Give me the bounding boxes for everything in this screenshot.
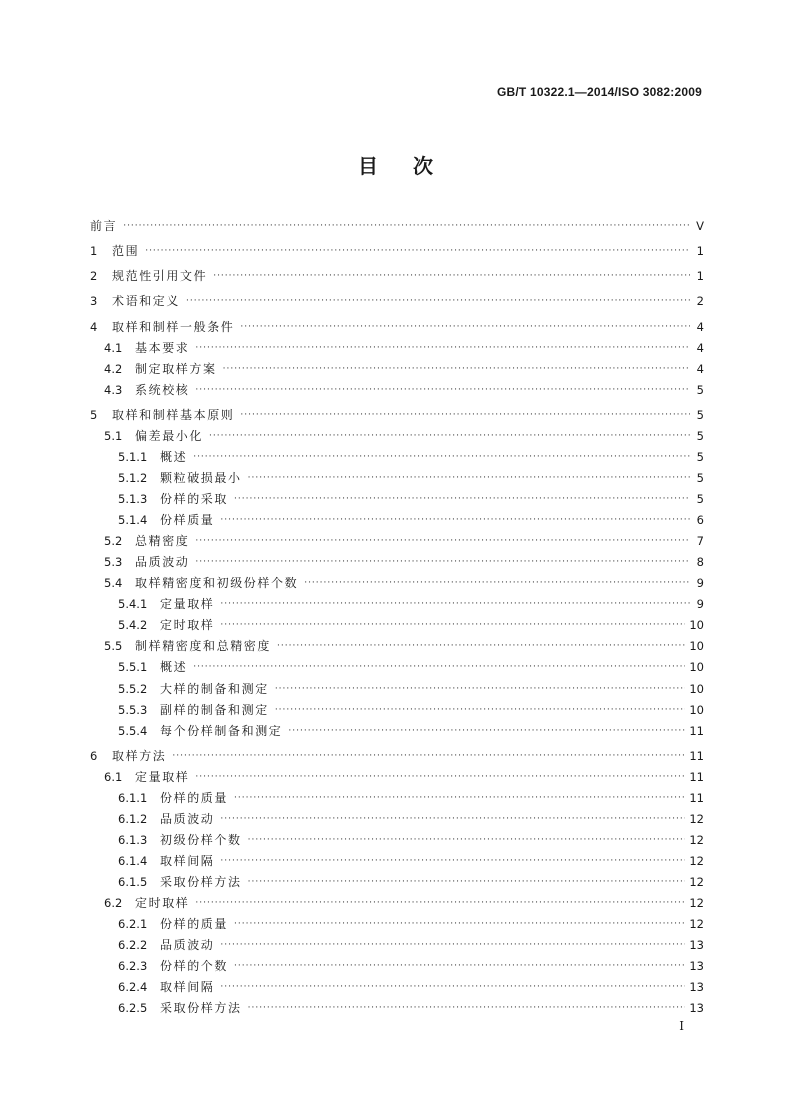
toc-entry-number: 6.1.1 — [118, 790, 148, 805]
toc-entry-title: 采取份样方法 — [160, 875, 242, 890]
toc-entry[interactable] — [90, 636, 704, 657]
toc-entry-title: 系统校核 — [135, 382, 190, 397]
toc-dot-leader — [288, 721, 685, 742]
toc-entry-page: 8 — [696, 555, 704, 570]
toc-entry-title: 品质波动 — [160, 938, 215, 953]
toc-entry-page: 2 — [696, 294, 704, 309]
toc-entry[interactable] — [90, 241, 704, 262]
toc-entry-title: 偏差最小化 — [135, 428, 204, 443]
toc-entry-number: 5.1.1 — [118, 449, 148, 464]
toc-entry-title: 每个份样制备和测定 — [160, 723, 283, 738]
toc-entry-page: 10 — [689, 618, 704, 633]
toc-entry-number: 5.5.1 — [118, 660, 148, 675]
toc-dot-leader — [220, 615, 685, 636]
toc-dot-leader — [240, 405, 690, 426]
toc-dot-leader — [195, 767, 685, 788]
toc-entry[interactable] — [90, 998, 704, 1019]
toc-entry-number: 6.2.2 — [118, 938, 148, 953]
toc-entry[interactable] — [90, 594, 704, 615]
toc-entry-number: 4 — [90, 319, 98, 334]
toc-dot-leader — [234, 956, 685, 977]
toc-entry-page: 12 — [689, 875, 704, 890]
toc-entry-page: 1 — [696, 244, 704, 259]
toc-entry-number: 6.2.3 — [118, 959, 148, 974]
toc-entry-number: 1 — [90, 244, 98, 259]
toc-entry-number: 6 — [90, 748, 98, 763]
toc-entry[interactable] — [90, 510, 704, 531]
toc-entry-page: 5 — [696, 407, 704, 422]
toc-entry-number: 5.1 — [104, 428, 123, 443]
toc-entry-number: 5.4.2 — [118, 618, 148, 633]
toc-entry-number: 5.5.4 — [118, 723, 148, 738]
toc-dot-leader — [172, 746, 685, 767]
toc-entry-title: 份样的质量 — [160, 790, 229, 805]
toc-entry-number: 4.2 — [104, 361, 123, 376]
toc-entry-title: 取样和制样基本原则 — [112, 407, 235, 422]
toc-dot-leader — [234, 788, 685, 809]
toc-entry-number: 6.1.3 — [118, 832, 148, 847]
toc-dot-leader — [304, 573, 690, 594]
toc-entry-page: 13 — [689, 980, 704, 995]
toc-dot-leader — [213, 266, 690, 287]
toc-dot-leader — [195, 380, 690, 401]
toc-entry[interactable] — [90, 977, 704, 998]
toc-dot-leader — [220, 510, 690, 531]
toc-entry-number: 5.3 — [104, 555, 123, 570]
toc-entry-page: 11 — [689, 769, 704, 784]
toc-entry[interactable] — [90, 956, 704, 977]
toc-entry[interactable] — [90, 721, 704, 742]
toc-dot-leader — [193, 657, 685, 678]
toc-entry[interactable] — [90, 338, 704, 359]
toc-entry-page: V — [696, 219, 704, 234]
toc-entry-title: 规范性引用文件 — [112, 269, 208, 284]
toc-entry-title: 副样的制备和测定 — [160, 702, 269, 717]
toc-entry-title: 总精密度 — [135, 534, 190, 549]
toc-entry-number: 5.5.3 — [118, 702, 148, 717]
toc-entry-page: 11 — [689, 748, 704, 763]
toc-entry-page: 12 — [689, 811, 704, 826]
toc-entry-page: 10 — [689, 702, 704, 717]
toc-entry-title: 品质波动 — [160, 811, 215, 826]
toc-entry[interactable] — [90, 216, 704, 237]
toc-entry-number: 5 — [90, 407, 98, 422]
toc-entry[interactable] — [90, 914, 704, 935]
toc-entry-title: 取样间隔 — [160, 853, 215, 868]
toc-entry[interactable] — [90, 359, 704, 380]
toc-entry-number: 6.1.4 — [118, 853, 148, 868]
toc-dot-leader — [123, 216, 690, 237]
toc-entry-page: 9 — [696, 597, 704, 612]
toc-dot-leader — [209, 426, 690, 447]
toc-entry[interactable] — [90, 291, 704, 312]
toc-dot-leader — [220, 977, 685, 998]
toc-entry-title: 份样质量 — [160, 513, 215, 528]
toc-entry-title: 定时取样 — [135, 896, 190, 911]
toc-entry-title: 取样精密度和初级份样个数 — [135, 576, 299, 591]
toc-entry-page: 7 — [696, 534, 704, 549]
toc-entry-number: 5.5 — [104, 639, 123, 654]
toc-entry-title: 制定取样方案 — [135, 361, 217, 376]
toc-entry[interactable] — [90, 767, 704, 788]
toc-entry-title: 取样和制样一般条件 — [112, 319, 235, 334]
toc-entry-number: 5.1.3 — [118, 492, 148, 507]
toc-entry-page: 1 — [696, 269, 704, 284]
toc-entry-title: 份样的质量 — [160, 917, 229, 932]
toc-entry-title: 定量取样 — [160, 597, 215, 612]
toc-entry[interactable] — [90, 700, 704, 721]
toc-entry[interactable] — [90, 552, 704, 573]
toc-entry-title: 制样精密度和总精密度 — [135, 639, 272, 654]
toc-entry-title: 颗粒破损最小 — [160, 471, 242, 486]
toc-entry-number: 5.1.2 — [118, 471, 148, 486]
toc-entry-page: 5 — [696, 449, 704, 464]
toc-entry[interactable] — [90, 405, 704, 426]
toc-entry-page: 12 — [689, 832, 704, 847]
toc-entry-number: 6.1.2 — [118, 811, 148, 826]
toc-entry-page: 13 — [689, 959, 704, 974]
toc-dot-leader — [220, 935, 685, 956]
standard-code: GB/T 10322.1—2014/ISO 3082:2009 — [497, 85, 702, 99]
toc-entry[interactable] — [90, 746, 704, 767]
title-char-1: 目 — [358, 154, 379, 178]
toc-entry[interactable] — [90, 317, 704, 338]
toc-entry[interactable] — [90, 788, 704, 809]
toc-dot-leader — [234, 489, 690, 510]
page-title — [0, 150, 792, 179]
toc-dot-leader — [248, 468, 690, 489]
toc-entry-number: 4.3 — [104, 382, 123, 397]
toc-entry-title: 概述 — [160, 449, 188, 464]
page-number: I — [679, 1019, 684, 1033]
toc-dot-leader — [195, 552, 690, 573]
toc-dot-leader — [277, 636, 685, 657]
toc-entry[interactable] — [90, 657, 704, 678]
toc-dot-leader — [220, 809, 685, 830]
toc-dot-leader — [275, 679, 686, 700]
toc-entry[interactable] — [90, 531, 704, 552]
toc-entry-number: 5.2 — [104, 534, 123, 549]
toc-entry-title: 前言 — [90, 219, 118, 234]
toc-entry-page: 5 — [696, 428, 704, 443]
toc-entry-title: 定量取样 — [135, 769, 190, 784]
toc-entry[interactable] — [90, 380, 704, 401]
toc-entry-page: 12 — [689, 896, 704, 911]
toc-entry-number: 6.1 — [104, 769, 123, 784]
toc-entry-title: 概述 — [160, 660, 188, 675]
toc-entry-page: 10 — [689, 639, 704, 654]
toc-entry[interactable] — [90, 893, 704, 914]
toc-entry[interactable] — [90, 830, 704, 851]
toc-entry[interactable] — [90, 935, 704, 956]
toc-entry-number: 6.2.4 — [118, 980, 148, 995]
toc-entry[interactable] — [90, 266, 704, 287]
toc-entry-page: 4 — [696, 340, 704, 355]
toc-dot-leader — [234, 914, 685, 935]
toc-entry[interactable] — [90, 573, 704, 594]
toc-entry[interactable] — [90, 809, 704, 830]
toc-entry-page: 4 — [696, 361, 704, 376]
toc-dot-leader — [220, 851, 685, 872]
toc-entry[interactable] — [90, 678, 704, 699]
toc-entry-number: 5.4.1 — [118, 597, 148, 612]
toc-entry-page: 5 — [696, 492, 704, 507]
toc-entry-number: 6.2 — [104, 896, 123, 911]
toc-entry-title: 取样间隔 — [160, 980, 215, 995]
toc-entry-page: 10 — [689, 681, 704, 696]
toc-entry-number: 5.1.4 — [118, 513, 148, 528]
toc-dot-leader — [248, 998, 686, 1019]
toc-entry-number: 4.1 — [104, 340, 123, 355]
toc-entry-title: 术语和定义 — [112, 294, 181, 309]
title-char-2: 次 — [413, 154, 434, 178]
toc-entry[interactable] — [90, 615, 704, 636]
toc-dot-leader — [248, 830, 686, 851]
toc-dot-leader — [195, 531, 690, 552]
toc-entry-page: 4 — [696, 319, 704, 334]
toc-entry-page: 5 — [696, 471, 704, 486]
toc-dot-leader — [193, 447, 690, 468]
toc-entry-title: 大样的制备和测定 — [160, 681, 269, 696]
toc-entry[interactable] — [90, 447, 704, 468]
toc-entry-page: 5 — [696, 382, 704, 397]
toc-entry-title: 基本要求 — [135, 340, 190, 355]
toc-entry-number: 6.2.1 — [118, 917, 148, 932]
toc-entry-page: 10 — [689, 660, 704, 675]
table-of-contents — [90, 216, 704, 1019]
toc-entry-title: 采取份样方法 — [160, 1001, 242, 1016]
toc-entry-page: 11 — [689, 723, 704, 738]
toc-entry[interactable] — [90, 872, 704, 893]
toc-entry-number: 6.1.5 — [118, 875, 148, 890]
toc-dot-leader — [195, 338, 690, 359]
toc-entry-number: 2 — [90, 269, 98, 284]
toc-entry-page: 13 — [689, 1001, 704, 1016]
toc-entry-title: 初级份样个数 — [160, 832, 242, 847]
toc-entry-title: 品质波动 — [135, 555, 190, 570]
toc-entry-page: 12 — [689, 917, 704, 932]
toc-entry[interactable] — [90, 468, 704, 489]
toc-dot-leader — [248, 872, 686, 893]
toc-entry[interactable] — [90, 426, 704, 447]
toc-entry-page: 11 — [689, 790, 704, 805]
toc-dot-leader — [275, 700, 686, 721]
toc-entry-page: 9 — [696, 576, 704, 591]
toc-entry-title: 份样的个数 — [160, 959, 229, 974]
toc-entry[interactable] — [90, 851, 704, 872]
toc-entry-number: 5.4 — [104, 576, 123, 591]
toc-dot-leader — [186, 291, 690, 312]
toc-entry-number: 3 — [90, 294, 98, 309]
toc-entry-page: 6 — [696, 513, 704, 528]
toc-entry-number: 6.2.5 — [118, 1001, 148, 1016]
toc-dot-leader — [145, 241, 690, 262]
toc-dot-leader — [220, 594, 690, 615]
toc-entry[interactable] — [90, 489, 704, 510]
toc-dot-leader — [195, 893, 685, 914]
toc-dot-leader — [223, 359, 690, 380]
toc-entry-page: 12 — [689, 853, 704, 868]
toc-entry-page: 13 — [689, 938, 704, 953]
toc-entry-title: 范围 — [112, 244, 140, 259]
toc-entry-title: 定时取样 — [160, 618, 215, 633]
toc-entry-title: 份样的采取 — [160, 492, 229, 507]
toc-entry-number: 5.5.2 — [118, 681, 148, 696]
toc-entry-title: 取样方法 — [112, 748, 167, 763]
toc-dot-leader — [240, 317, 690, 338]
